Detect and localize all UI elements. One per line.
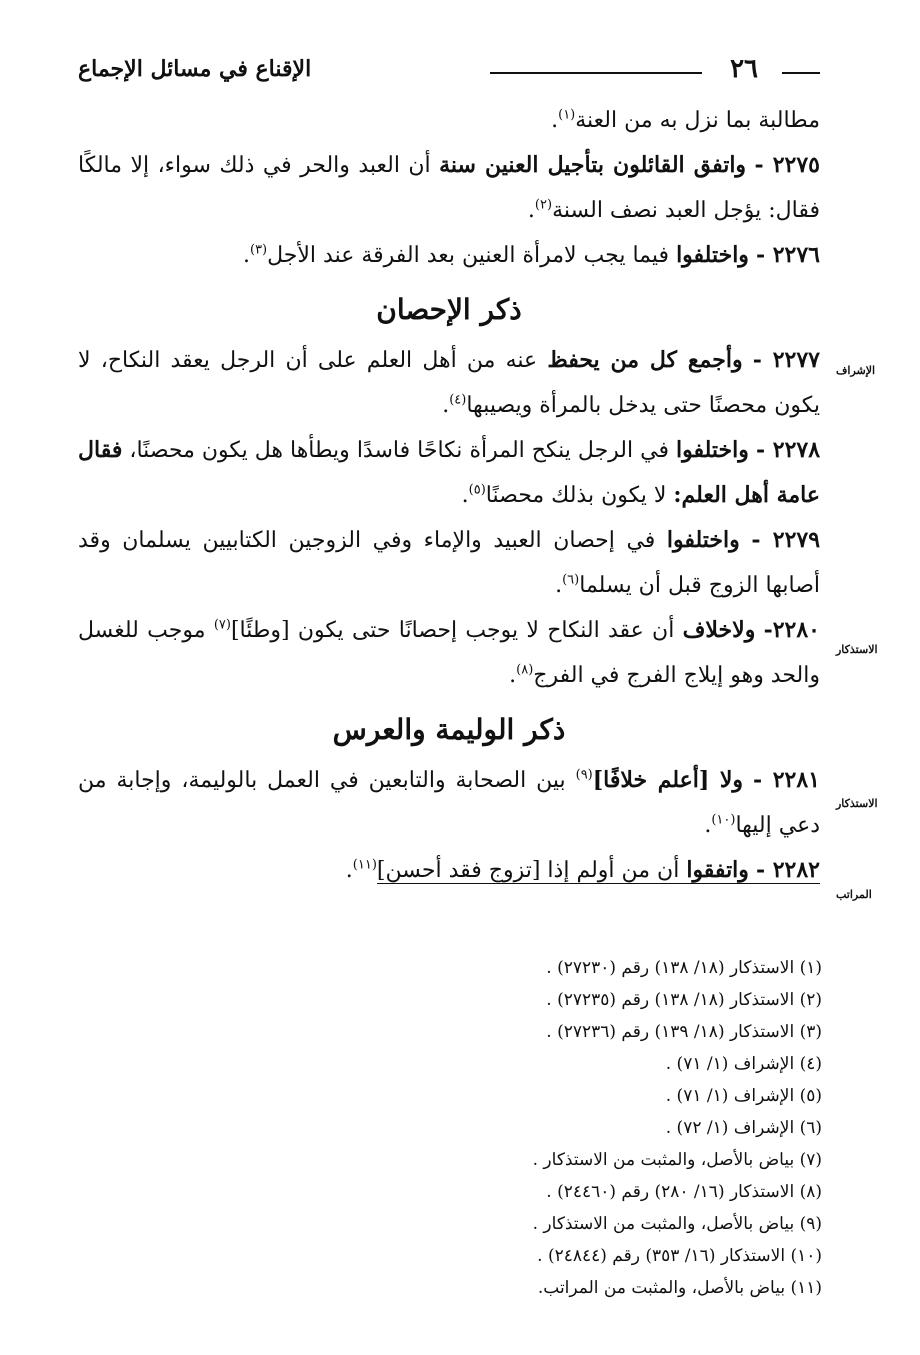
paragraph-2277 <box>78 338 820 428</box>
paragraph-end: . <box>442 393 450 418</box>
paragraph-number: ٢٢٧٧ - <box>752 347 820 373</box>
footnote-ref: (٦) <box>562 572 580 588</box>
paragraph-text: فيما يجب لامرأة العنين بعد الفرقة عند الأجل <box>267 243 670 268</box>
footnote: (٩) بياض بالأصل، والمثبت من الاستذكار . <box>532 1214 822 1234</box>
footnote-ref: (١١) <box>352 857 377 873</box>
paragraph-2276 <box>78 233 820 278</box>
paragraph-text: أن عقد النكاح لا يوجب إحصانًا حتى يكون [وطئًا] <box>230 618 675 643</box>
paragraph-end: . <box>242 243 250 268</box>
footnote: (٣) الاستذكار (١٨/ ١٣٩) رقم (٢٧٢٣٦) . <box>546 1022 822 1042</box>
margin-source-istidhkar: الاستذكار <box>836 643 878 656</box>
paragraph-text: مطالبة بما نزل به من العنة <box>575 108 820 133</box>
footnote: (١٠) الاستذكار (١٦/ ٣٥٣) رقم (٢٤٨٤٤) . <box>537 1246 822 1266</box>
paragraph-2281 <box>78 758 820 848</box>
margin-source-istidhkar-2: الاستذكار <box>836 797 878 810</box>
footnote-ref: (٩) <box>575 767 593 783</box>
margin-source-ishraf: الإشراف <box>836 364 876 377</box>
paragraph-end: . <box>345 858 353 883</box>
footnote: (٨) الاستذكار (١٦/ ٢٨٠) رقم (٢٤٤٦٠) . <box>546 1182 822 1202</box>
paragraph-end: . <box>555 573 563 598</box>
footnote: (١) الاستذكار (١٨/ ١٣٨) رقم (٢٧٢٣٠) . <box>546 958 822 978</box>
paragraph-number: ٢٢٧٩ - <box>751 527 821 553</box>
paragraph-text-2: لا يكون بذلك محصنًا <box>485 483 667 508</box>
paragraph-2279 <box>78 518 820 608</box>
footnote-ref: (٨) <box>516 662 534 678</box>
footnote-ref: (٧) <box>213 617 231 633</box>
footnote: (٢) الاستذكار (١٨/ ١٣٨) رقم (٢٧٢٣٥) . <box>546 990 822 1010</box>
paragraph-2282 <box>78 848 820 893</box>
paragraph-lead: وأجمع كل من يحفظ <box>547 347 743 373</box>
paragraph-number: ٢٢٧٥ - <box>754 152 820 178</box>
paragraph-number: ٢٢٧٨ - <box>755 437 821 463</box>
paragraph-lead: واختلفوا <box>676 437 749 463</box>
paragraph-lead: واتفق القائلون بتأجيل العنين سنة <box>439 152 747 178</box>
footnote-ref: (١٠) <box>711 812 736 828</box>
paragraph-lead: واختلفوا <box>666 527 740 553</box>
paragraph-number: ٢٢٨١ - <box>753 767 820 793</box>
paragraph-text: في الرجل ينكح المرأة نكاحًا فاسدًا ويطأها هل يكون محصنًا، <box>129 438 669 463</box>
footnote: (٧) بياض بالأصل، والمثبت من الاستذكار . <box>532 1150 822 1170</box>
footnotes <box>302 952 822 1304</box>
footnote: (٤) الإشراف (١/ ٧١) . <box>665 1054 822 1074</box>
paragraph-lead: واختلفوا <box>676 242 749 268</box>
paragraph-lead-2: فقال عامة أهل العلم: <box>78 437 820 508</box>
footnote: (٦) الإشراف (١/ ٧٢) . <box>665 1118 822 1138</box>
running-header <box>78 50 820 90</box>
main-text <box>78 98 820 893</box>
paragraph-text: في إحصان العبيد والإماء وفي الزوجين الكتابيين يسلمان وقد أصابها الزوج قبل أن يسلما <box>78 528 820 598</box>
paragraph-lead: ولاخلاف <box>682 617 756 643</box>
margin-source-maratib: المراتب <box>836 888 872 901</box>
paragraph-number: ٢٢٨٢ - <box>755 857 820 883</box>
footnote: (١١) بياض بالأصل، والمثبت من المراتب. <box>537 1278 822 1298</box>
paragraph-number: ٢٢٨٠- <box>763 617 820 643</box>
paragraph-intro <box>78 98 820 143</box>
header-dash <box>782 72 820 74</box>
paragraph-2278 <box>78 428 820 518</box>
footnote-ref: (٣) <box>249 242 268 258</box>
paragraph-2280 <box>78 608 820 698</box>
footnote-ref: (٤) <box>449 392 467 408</box>
footnote-ref: (٥) <box>468 482 486 498</box>
paragraph-end: . <box>527 198 535 223</box>
footnote-ref: (٢) <box>534 197 553 213</box>
underlined-span <box>377 858 820 884</box>
paragraph-lead: واتفقوا <box>686 857 749 883</box>
page-number: ٢٦ <box>730 54 758 84</box>
paragraph-text: عنه من أهل العلم على أن الرجل يعقد النكاح، لا يكون محصنًا حتى يدخل بالمرأة ويصيبها <box>78 348 820 418</box>
footnote: (٥) الإشراف (١/ ٧١) . <box>665 1086 822 1106</box>
paragraph-end: . <box>704 813 712 838</box>
paragraph-text: أن العبد والحر في ذلك سواء، إلا مالكًا فقال: يؤجل العبد نصف السنة <box>78 153 820 223</box>
paragraph-2275 <box>78 143 820 233</box>
paragraph-end: . <box>551 108 559 133</box>
header-rule <box>490 72 702 74</box>
section-heading-ihsan: ذكر الإحصان <box>376 293 522 326</box>
paragraph-lead: ولا [أعلم خلافًا] <box>592 767 744 793</box>
paragraph-number: ٢٢٧٦ - <box>755 242 820 268</box>
book-title: الإقناع في مسائل الإجماع <box>78 56 312 82</box>
footnote-ref: (١) <box>558 107 576 123</box>
paragraph-text: أن من أولم إذا [تزوج فقد أحسن] <box>376 858 680 883</box>
section-heading-walima: ذكر الوليمة والعرس <box>332 713 566 746</box>
paragraph-end: . <box>461 483 469 508</box>
paragraph-end: . <box>509 663 517 688</box>
paragraph-text: بين الصحابة والتابعين في العمل بالوليمة، وإجابة من دعي إليها <box>78 768 820 838</box>
paragraph-text-2: موجب للغسل والحد وهو إيلاج الفرج في الفرج <box>78 618 820 688</box>
